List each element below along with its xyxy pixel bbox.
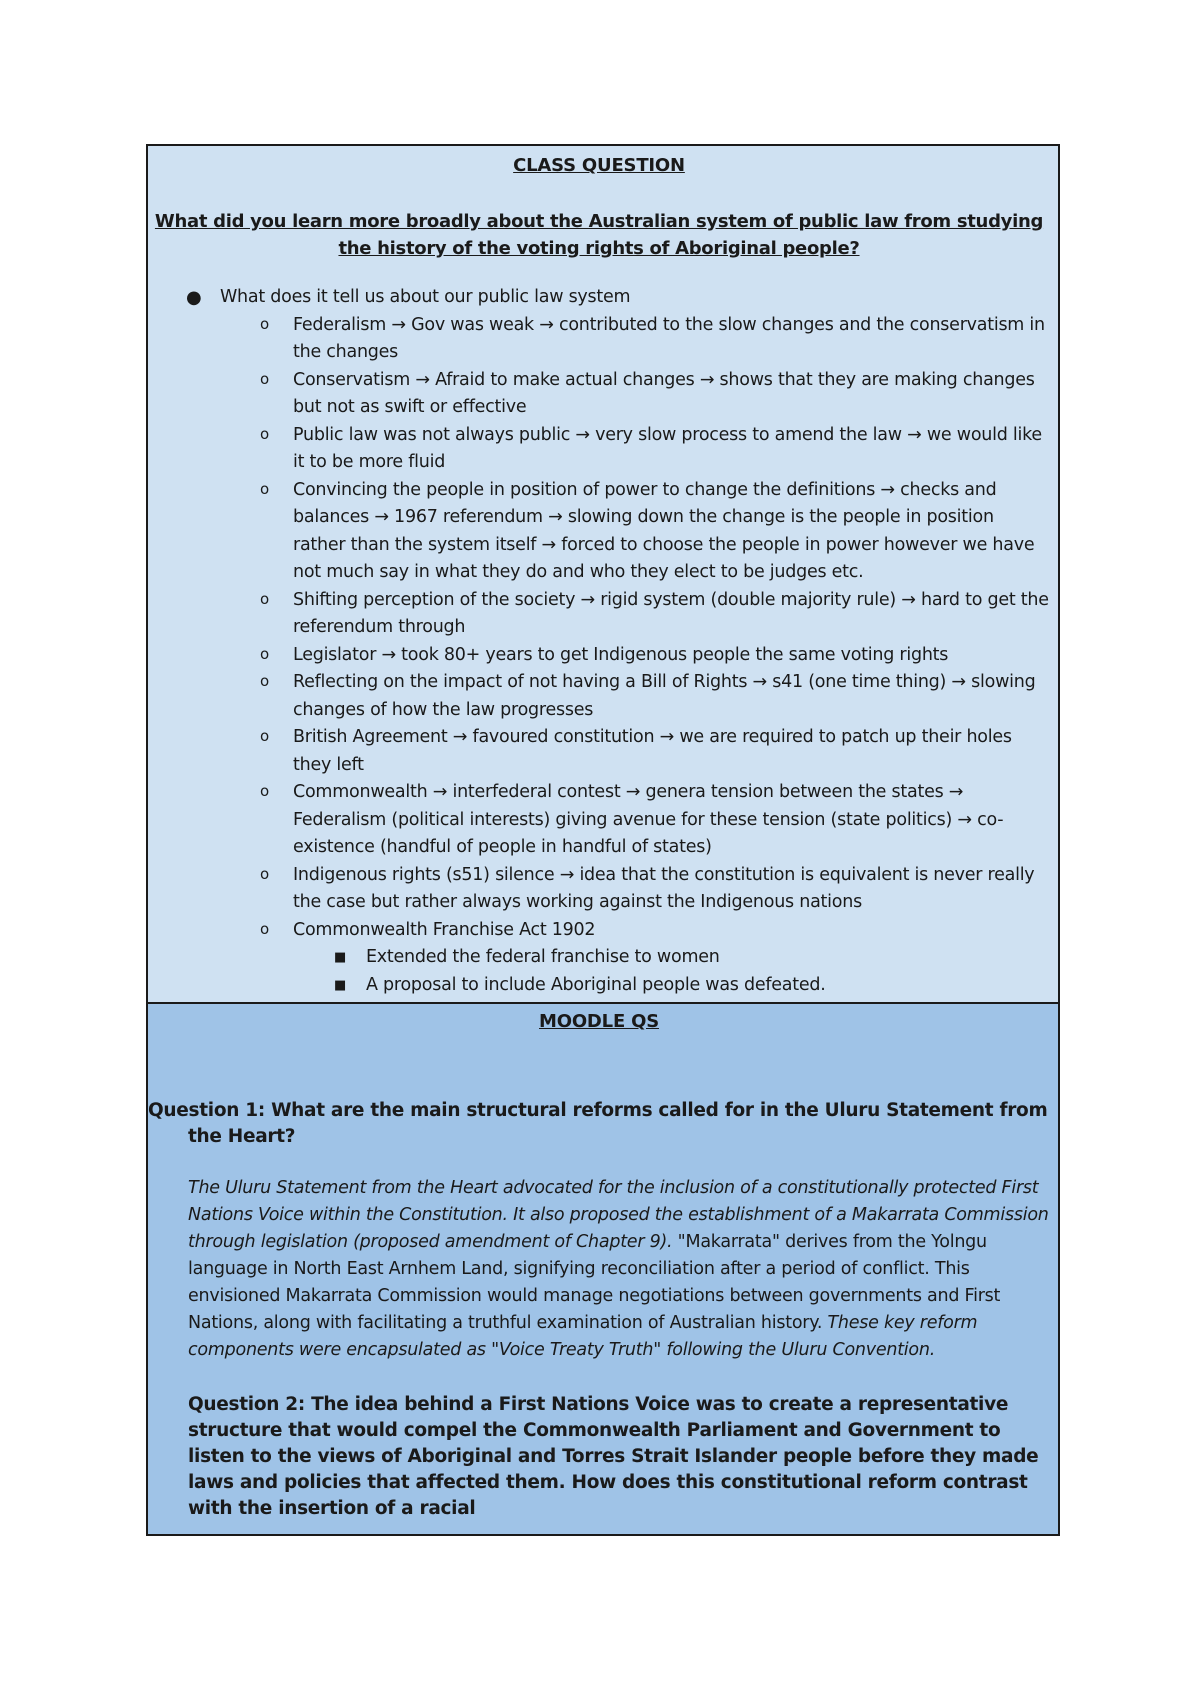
bullet-circle-icon: o [260,782,269,800]
list-item: o Shifting perception of the society → rigid system (double majority rule) → hard to get the referendum through [148,587,1050,642]
bullet-circle-icon: o [260,424,269,443]
list-item: o Federalism → Gov was weak → contributed to the slow changes and the conservatism in the changes [148,312,1050,367]
list-item: o Indigenous rights (s51) silence → idea that the constitution is equivalent is never really the case but rather always working against the Indigenous nations [148,862,1050,917]
question-1: Question 1: What are the main structural reforms called for in the Uluru Statement from the Heart? [148,1100,1048,1147]
list-item: o Convincing the people in position of power to change the definitions → checks and balances → 1967 referendum → slowing down the change is the people in position rather than the system itself → forced to choose the people in power however we have not much say in what they do and who they elect to be judges etc. [148,477,1050,587]
bullet-dot-icon: ● [186,287,202,308]
list-item: o Conservatism → Afraid to make actual changes → shows that they are making changes but not as swift or effective [148,367,1050,422]
bullet-circle-icon: o [260,644,269,663]
bullet-circle-icon: o [260,864,269,883]
list-item: o Reflecting on the impact of not having a Bill of Rights → s41 (one time thing) → slowing changes of how the law progresses [148,669,1050,724]
bullet-circle-icon: o [260,727,269,745]
class-question-cell [148,146,1058,1004]
bullet-circle-icon: o [260,369,269,388]
list-item: ■ A proposal to include Aboriginal people was defeated. [148,972,1050,1000]
list-item: ■ Extended the federal franchise to women [148,944,1050,972]
list-item: o Legislator → took 80+ years to get Indigenous people the same voting rights [148,642,1050,670]
list-item: o British Agreement → favoured constitution → we are required to patch up their holes they left [148,724,1050,779]
bullet-circle-icon: o [260,314,269,333]
bullet-square-icon: ■ [334,950,347,965]
answer-list [148,284,1050,999]
bullet-circle-icon: o [260,919,269,938]
bullet-circle-icon: o [260,589,269,608]
answer-1: The Uluru Statement from the Heart advocated for the inclusion of a constitutionally protected First Nations Voice within the Constitution. It also proposed the establishment of a Makarrata Commission through legislation (proposed amendment of Chapter 9). "Makarrata" derives from the Yolngu language in North East Arnhem Land, signifying reconciliation after a period of conflict. This envisioned Makarrata Commission would manage negotiations between governments and First Nations, along with facilitating a truthful examination of Australian history. These key reform components were encapsulated as "Voice Treaty Truth" following the Uluru Convention. [188,1178,1049,1360]
class-question-heading: CLASS QUESTION [513,155,685,176]
list-item: o Commonwealth Franchise Act 1902 [148,917,1050,945]
class-question-text: What did you learn more broadly about the Australian system of public law from studying the history of the voting rights of Aboriginal people? [154,211,1044,259]
bullet-square-icon: ■ [334,977,347,993]
moodle-questions-cell [148,1004,1058,1534]
question-2: Question 2: The idea behind a First Nations Voice was to create a representative structure that would compel the Commonwealth Parliament and Government to listen to the views of Aboriginal and Torres Strait Islander people before they made laws and policies that affected them. How does this constitutional reform contrast with the insertion of a racial [188,1394,1039,1519]
list-item: o Commonwealth → interfederal contest → genera tension between the states → Federalism (political interests) giving avenue for these tension (state politics) → co-existence (handful of people in handful of states) [148,779,1050,862]
notes-table [146,144,1060,1536]
bullet-circle-icon: o [260,479,269,498]
bullet-circle-icon: o [260,672,269,690]
moodle-heading: MOODLE QS [539,1011,659,1032]
list-item: ● What does it tell us about our public law system [148,284,1050,312]
list-item: o Public law was not always public → very slow process to amend the law → we would like it to be more fluid [148,422,1050,477]
